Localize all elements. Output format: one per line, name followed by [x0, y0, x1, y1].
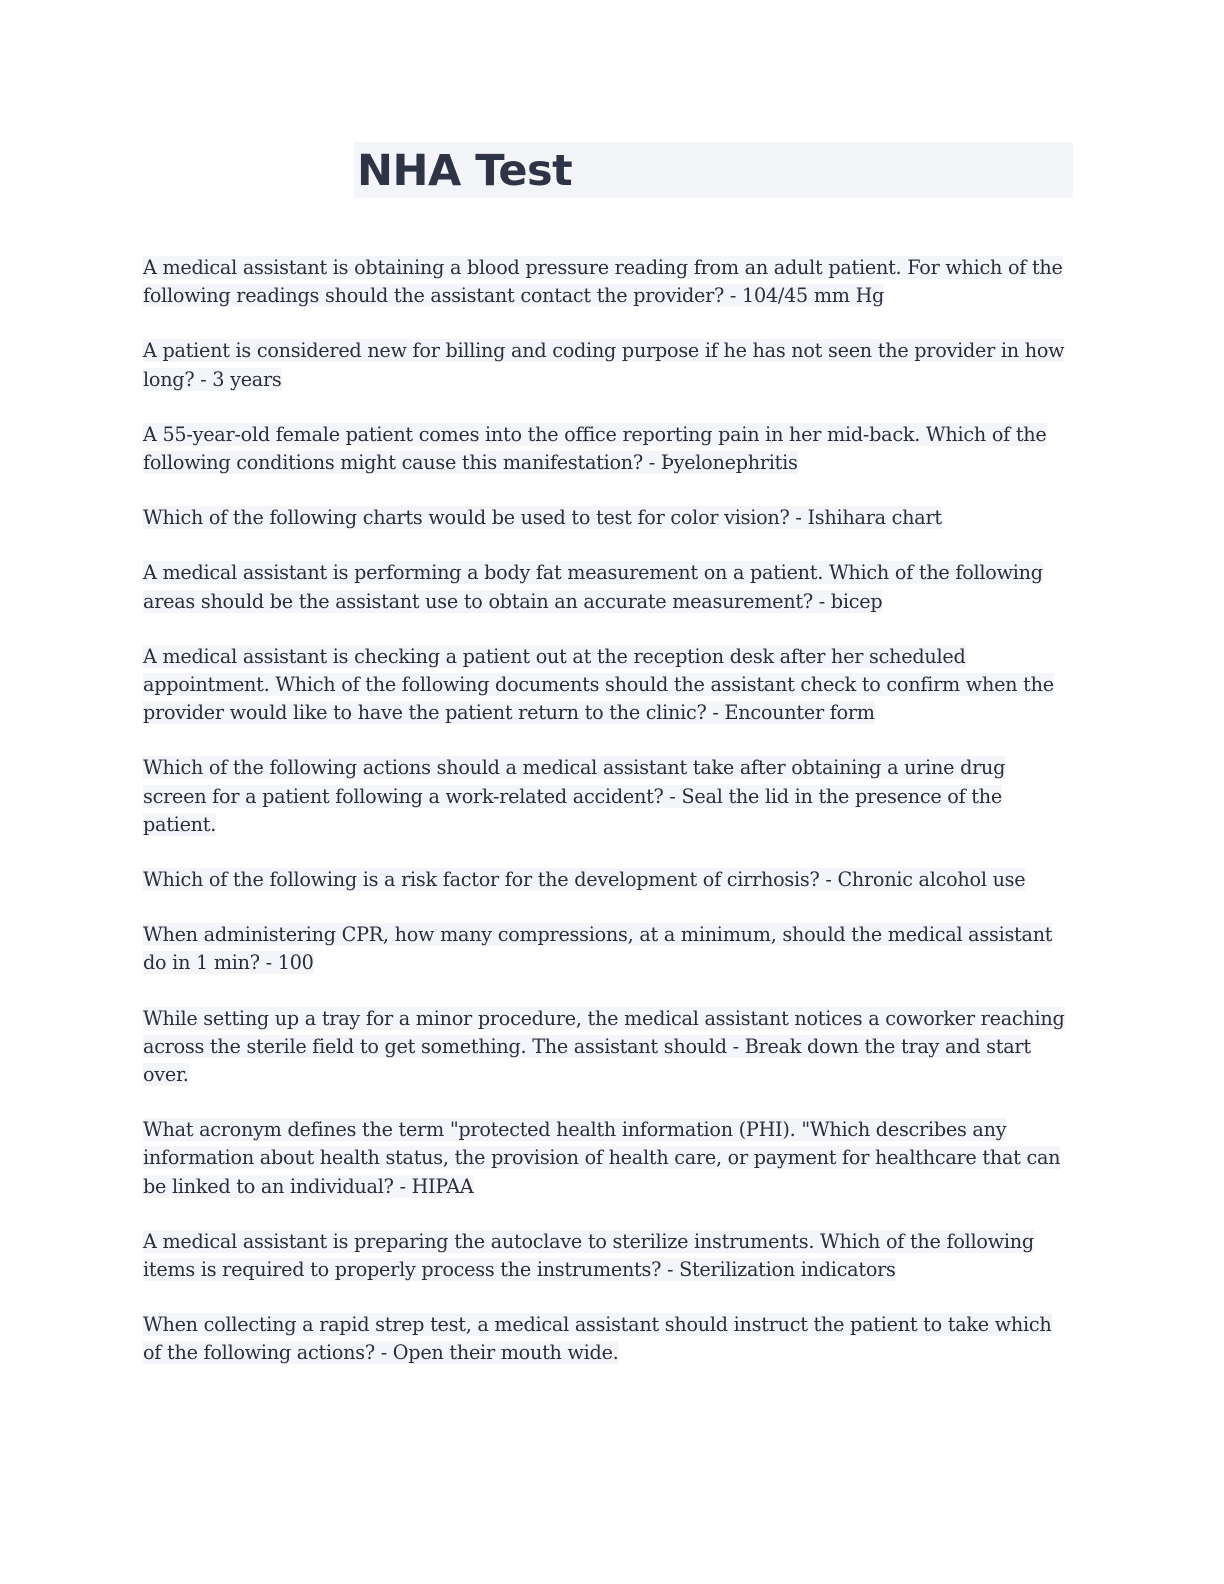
question-text: A medical assistant is obtaining a blood pressure reading from an adult patient. For which of the following readings should the assistant contact the provider? - 104/45 mm Hg: [143, 256, 1063, 308]
question-item: [143, 921, 1073, 977]
question-item: [143, 1228, 1073, 1284]
question-text: When collecting a rapid strep test, a medical assistant should instruct the patient to take which of the following actions? - Open their mouth wide.: [143, 1313, 1052, 1365]
question-item: [143, 866, 1073, 894]
question-item: [143, 421, 1073, 477]
question-item: [143, 1005, 1073, 1090]
question-item: [143, 504, 1073, 532]
document-title: NHA Test: [357, 146, 573, 196]
question-item: [143, 1311, 1073, 1367]
question-item: [143, 754, 1073, 839]
question-item: [143, 643, 1073, 728]
question-text: A medical assistant is performing a body fat measurement on a patient. Which of the following areas should be the assistant use to obtain an accurate measurement? - bicep: [143, 561, 1043, 613]
title-highlight: [354, 142, 1073, 198]
question-item: [143, 559, 1073, 615]
question-list: [143, 254, 1073, 1395]
question-text: Which of the following actions should a medical assistant take after obtaining a urine drug screen for a patient following a work-related accident? - Seal the lid in the presence of the patient.: [143, 756, 1006, 836]
question-text: A medical assistant is preparing the autoclave to sterilize instruments. Which of the following items is required to properly process the instruments? - Sterilization indicators: [143, 1229, 1034, 1282]
question-text: Which of the following is a risk factor for the development of cirrhosis? - Chronic alcohol use: [143, 868, 1026, 892]
question-text: What acronym defines the term "protected health information (PHI). "Which describes any information about health status, the provision of health care, or payment for healthcare that can be linked to an individual? - HIPAA: [143, 1118, 1061, 1198]
question-text: A medical assistant is checking a patient out at the reception desk after her scheduled appointment. Which of the following documents should the assistant check to confirm when the provider would like to have the patient return to the clinic? - Encounter form: [143, 644, 1054, 725]
question-item: [143, 337, 1073, 393]
question-text: Which of the following charts would be used to test for color vision? - Ishihara chart: [143, 506, 942, 530]
question-item: [143, 254, 1073, 310]
question-text: A 55-year-old female patient comes into the office reporting pain in her mid-back. Which of the following conditions might cause this manifestation? - Þyelonephritis: [143, 422, 1047, 475]
question-text: When administering CPR, how many compressions, at a minimum, should the medical assistant do in 1 min? - 100: [143, 923, 1053, 975]
question-text: A patient is considered new for billing and coding purpose if he has not seen the provider in how long? - 3 years: [143, 339, 1065, 391]
question-item: [143, 1116, 1073, 1201]
question-text: While setting up a tray for a minor procedure, the medical assistant notices a coworker reaching across the sterile field to get something. The assistant should - Break down the tray and start over.: [143, 1006, 1065, 1087]
